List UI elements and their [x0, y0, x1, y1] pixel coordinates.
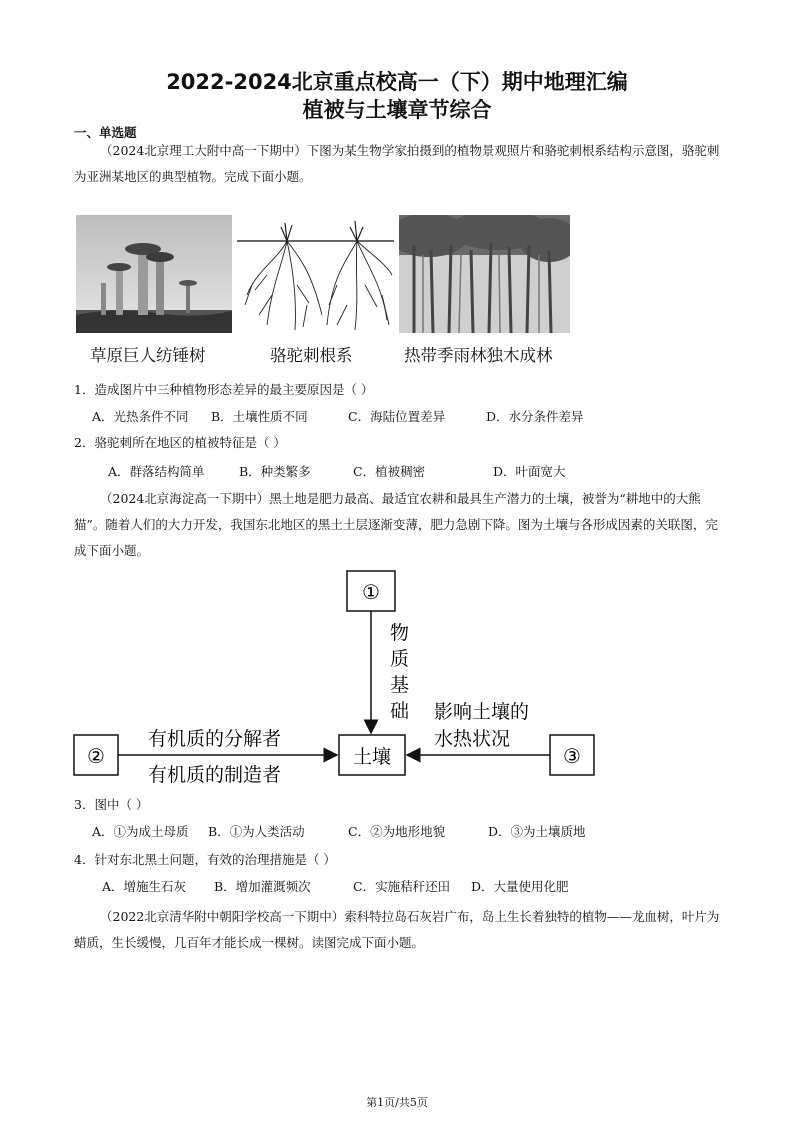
group2-intro: （2024北京海淀高一下期中）黑土地是肥力最高、最适宜农耕和最具生产潜力的土壤，被誉为“耕地中的大熊猫”。随着人们的大力开发，我国东北地区的黑土土层逐渐变薄，肥力急剧下降。图为土壤与各形成因素的关联图，完成下面小题。: [74, 491, 718, 558]
soil-factor-diagram: [60, 563, 620, 783]
right-label-line1: 影响土壤的: [434, 701, 530, 723]
q3-option-b: B．①为人类活动: [208, 824, 305, 839]
caption-banyan: 热带季雨林独木成林: [404, 346, 553, 365]
baobab-photo: [76, 215, 232, 333]
svg-text:物: 物: [390, 622, 410, 644]
left-label-bottom: 有机质的制造者: [148, 764, 282, 783]
q3-option-a: A．①为成土母质: [92, 824, 189, 839]
q2-option-a: A．群落结构简单: [108, 464, 205, 479]
q1-option-b: B．土壤性质不同: [211, 409, 308, 424]
q2-option-b: B．种类繁多: [239, 464, 311, 479]
caption-camelthorn: 骆驼刺根系: [270, 346, 353, 365]
svg-text:础: 础: [390, 700, 410, 722]
section-heading: 一、单选题: [74, 125, 137, 140]
q1-option-a: A．光热条件不同: [92, 409, 189, 424]
q1-option-c: C．海陆位置差异: [348, 409, 446, 424]
q2-stem: 2．骆驼刺所在地区的植被特征是（ ）: [74, 435, 286, 450]
q3-option-d: D．③为土壤质地: [488, 824, 586, 839]
doc-title-line2: 植被与土壤章节综合: [302, 98, 492, 122]
q4-stem: 4．针对东北黑土问题，有效的治理措施是（ ）: [74, 852, 336, 867]
q2-option-c: C．植被稠密: [353, 464, 426, 479]
vertical-label: [390, 622, 409, 722]
left-label-top: 有机质的分解者: [148, 728, 282, 750]
soil-label: 土壤: [352, 746, 392, 768]
page-footer: 第1页/共5页: [366, 1096, 428, 1109]
q4-option-d: D．大量使用化肥: [471, 879, 569, 894]
box-left-label: ②: [87, 744, 105, 768]
q4-option-b: B．增加灌溉频次: [214, 879, 311, 894]
q1-stem: 1．造成图片中三种植物形态差异的最主要原因是（ ）: [74, 382, 374, 397]
right-label-line2: 水热状况: [434, 728, 511, 750]
box-right-label: ③: [563, 744, 581, 768]
camelthorn-root-sketch: [237, 215, 394, 333]
doc-title-line1: 2022-2024北京重点校高一（下）期中地理汇编: [166, 70, 628, 94]
banyan-photo: [399, 215, 570, 333]
group3-intro: （2022北京清华附中朝阳学校高一下期中）索科特拉岛石灰岩广布，岛上生长着独特的植物——龙血树，叶片为蜡质，生长缓慢，几百年才能长成一棵树。读图完成下面小题。: [74, 909, 720, 950]
q4-option-c: C．实施秸秆还田: [353, 879, 451, 894]
q3-option-c: C．②为地形地貌: [348, 824, 446, 839]
q2-option-d: D．叶面宽大: [493, 464, 566, 479]
q3-stem: 3．图中（ ）: [74, 797, 149, 812]
svg-text:基: 基: [390, 674, 410, 696]
q4-option-a: A．增施生石灰: [102, 879, 187, 894]
svg-text:质: 质: [390, 648, 410, 670]
q1-option-d: D．水分条件差异: [486, 409, 584, 424]
group1-intro: （2024北京理工大附中高一下期中）下图为某生物学家拍摄到的植物景观照片和骆驼刺根系结构示意图，骆驼刺为亚洲某地区的典型植物。完成下面小题。: [74, 143, 720, 184]
box-top-label: ①: [362, 580, 380, 604]
caption-baobab: 草原巨人纺锤树: [90, 346, 206, 365]
